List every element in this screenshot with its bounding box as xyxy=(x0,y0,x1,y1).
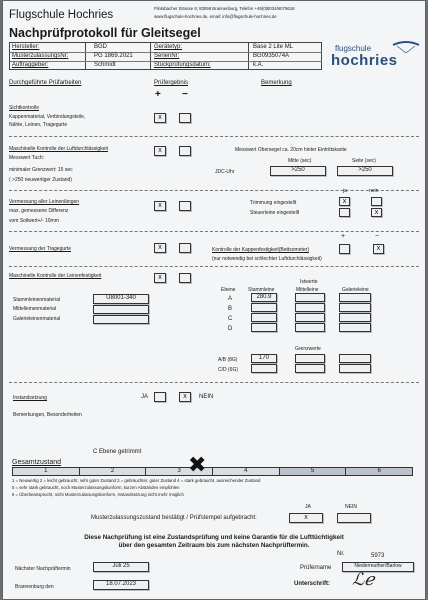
jdc-label: JDC-Uhr xyxy=(215,169,235,175)
client-value: Schmidt xyxy=(94,62,116,68)
level-c-middle-value xyxy=(295,313,325,322)
address-line-1: Flintsbacher Strasse 6; 83098 Brannenburg, Telefon +49(0)8034/6079618 xyxy=(154,6,295,11)
signature-label: Unterschrift: xyxy=(294,581,331,587)
repair-ja-label: JA xyxy=(141,394,149,400)
limit-ab-main-value: 170 xyxy=(251,354,277,363)
place-label: Brannenburg den xyxy=(15,584,54,590)
canopy-strength-minus-checkbox[interactable] xyxy=(373,244,384,254)
condition-6[interactable]: 6 xyxy=(346,468,412,475)
porosity-minus-checkbox[interactable] xyxy=(179,146,191,156)
limit-ab-label: A/B (8G) xyxy=(218,357,238,363)
column-minus: − xyxy=(182,89,188,100)
next-inspection-field: Juli 25 xyxy=(93,562,149,572)
line-measure-line-1: max. gemessene Differenz xyxy=(9,208,69,214)
confirm-nein-header: NEIN xyxy=(345,504,357,510)
porosity-center-value: >250 xyxy=(270,166,326,176)
brake-nein-checkbox[interactable] xyxy=(371,208,382,217)
divider xyxy=(9,136,419,137)
legend-line-2: 5 = sehr stark gebraucht, noch Musterzulassungskonform, kurzen Abständen empfohlen xyxy=(12,485,180,490)
device-type-label: Gerätetyp: xyxy=(154,44,183,50)
level-header: Ebene xyxy=(221,287,236,293)
main-line-material-field: U8001-340 xyxy=(93,294,149,304)
device-info-table xyxy=(9,42,322,70)
condition-4[interactable]: 4 xyxy=(213,468,280,475)
level-d-middle-value xyxy=(295,323,325,332)
repair-nein-label: NEIN xyxy=(199,394,214,400)
line-measure-plus-checkbox[interactable] xyxy=(154,201,166,211)
middle-line-material-field xyxy=(93,305,149,314)
porosity-side-value: >250 xyxy=(337,166,393,176)
confirm-ja-checkbox[interactable] xyxy=(289,513,323,523)
level-d-gallery-value xyxy=(339,323,371,332)
level-a-middle-value xyxy=(295,293,325,302)
porosity-center-label: Mitte (sec) xyxy=(288,158,312,164)
porosity-line-3: ( >250 neuwertiger Zustand) xyxy=(9,177,72,183)
line-measure-minus-checkbox[interactable] xyxy=(179,201,191,211)
canopy-strength-title: Kontrolle der Kappenfestigkeit(Bettsometer) xyxy=(212,247,309,253)
divider xyxy=(9,266,419,267)
next-inspection-label: Nächster Nachprüftermin xyxy=(15,566,71,572)
level-c-gallery-value xyxy=(339,313,371,322)
serial-label: SerienNr: xyxy=(154,53,180,59)
limit-cd-main-value xyxy=(251,364,277,373)
brake-line-label: Steuerleine eingestellt xyxy=(250,210,300,216)
limit-ab-middle-value xyxy=(295,354,325,363)
brake-ja-checkbox[interactable] xyxy=(339,208,350,217)
remarks-label: Bemerkungen, Besonderheiten xyxy=(13,412,82,418)
school-name: Flugschule Hochries xyxy=(9,9,114,21)
line-measure-line-2: vom Sollwert+/- 10mm xyxy=(9,218,59,224)
level-a-gallery-value xyxy=(339,293,371,302)
legend-line-3: 6 = Überbeansprucht, nicht Musterzulassungskonform, Instandsetzung nicht mehr möglich xyxy=(12,492,184,497)
limit-cd-middle-value xyxy=(295,364,325,373)
protocol-title: Nachprüfprotokoll für Gleitsegel xyxy=(9,26,201,40)
flugschule-hochries-logo xyxy=(323,39,423,73)
middle-line-material-label: Mittelleinenmaterial xyxy=(13,306,57,312)
trim-ja-checkbox[interactable] xyxy=(339,197,350,206)
riser-measure-title: Vermessung der Tragegurte xyxy=(9,246,71,252)
limit-ab-gallery-value xyxy=(339,354,371,363)
trim-label: Trimmung eingestellt xyxy=(250,200,297,206)
porosity-side-label: Seite (sec) xyxy=(352,158,376,164)
line-strength-plus-checkbox[interactable] xyxy=(154,273,166,283)
remarks-text: C Ebene getrimmt xyxy=(93,449,142,455)
repair-label: Instandsetzung xyxy=(13,395,47,401)
porosity-plus-checkbox[interactable] xyxy=(154,146,166,156)
overall-condition-label: Gesamtzustand xyxy=(12,459,62,466)
column-remark-header: Bemerkung xyxy=(261,80,292,86)
level-b-main-value xyxy=(251,303,277,312)
limit-values-label: Grenzwerte xyxy=(295,346,321,352)
gallery-line-material-field xyxy=(93,315,149,324)
visual-check-minus-checkbox[interactable] xyxy=(179,113,191,123)
nein-header: nein xyxy=(369,188,379,194)
level-c-label: C xyxy=(228,316,233,322)
ja-header: ja xyxy=(343,188,347,194)
riser-plus-checkbox[interactable] xyxy=(154,243,166,253)
confirm-ja-header: JA xyxy=(305,504,311,510)
logo-small-text: flugschule xyxy=(335,44,372,53)
porosity-line-1: Messwert Tuch: xyxy=(9,155,45,161)
column-work-header: Durchgeführte Prüfarbeiten xyxy=(9,80,82,86)
statement-line-1: Diese Nachprüfung ist eine Zustandsprüfung und keine Garantie für die Lufttüchtigkeit xyxy=(84,534,344,541)
line-measure-title: Vermessung aller Leinenlängen xyxy=(9,199,80,205)
signature-mark: ℒℯ xyxy=(352,570,375,590)
trim-nein-checkbox[interactable] xyxy=(371,197,382,206)
address-line-2: www.flugschule-hochries.de, email: info@flugschule-hochries.de xyxy=(154,14,277,19)
porosity-line-2: minimaler Grenzwert: 15 sec xyxy=(9,167,73,173)
condition-1[interactable]: 1 xyxy=(13,468,80,475)
piece-test-label: Stückprüfungsdatum: xyxy=(154,62,211,68)
manufacturer-value: BGD xyxy=(94,44,108,50)
date-field: 18.07.2023 xyxy=(93,580,149,590)
level-d-main-value xyxy=(251,323,277,332)
visual-check-title: Sichtkontrolle xyxy=(9,105,40,111)
limit-cd-gallery-value xyxy=(339,364,371,373)
condition-2[interactable]: 2 xyxy=(80,468,147,475)
canopy-strength-subtitle: (nur notwendig bei schlechter Luftdurchlässigkeit) xyxy=(212,256,322,262)
actual-values-label: Istwerte xyxy=(300,279,318,285)
number-value: 5973 xyxy=(371,553,385,559)
column-plus: + xyxy=(155,89,161,100)
type-approval-value: PG 1869.2021 xyxy=(94,53,133,59)
repair-ja-checkbox[interactable] xyxy=(154,392,166,402)
piece-test-value: k.A. xyxy=(253,62,264,68)
repair-nein-checkbox[interactable] xyxy=(179,392,191,402)
visual-check-plus-checkbox[interactable] xyxy=(154,113,166,123)
confirm-label: Musterzulassungszustand bestätigt / Prüfstempel aufgebracht: xyxy=(91,515,257,521)
condition-mark-icon: ✖ xyxy=(188,452,207,477)
strength-minus-header: − xyxy=(375,233,380,240)
divider xyxy=(9,382,419,383)
level-b-gallery-value xyxy=(339,303,371,312)
level-a-label: A xyxy=(228,296,233,302)
client-label: Auftraggeber: xyxy=(12,62,49,68)
strength-plus-header: + xyxy=(341,233,346,240)
gallery-line-material-label: Galerieleinenmaterial xyxy=(13,316,61,322)
inspector-label: Prüfername xyxy=(300,565,332,571)
confirm-nein-checkbox[interactable] xyxy=(337,513,371,523)
condition-3[interactable]: 3 xyxy=(146,468,213,475)
condition-5[interactable]: 5 xyxy=(280,468,347,475)
level-b-label: B xyxy=(228,306,233,312)
line-strength-title: Maschinelle Kontrolle der Leinenfestigkeit xyxy=(9,273,102,279)
line-strength-minus-checkbox[interactable] xyxy=(179,273,191,283)
divider xyxy=(9,190,419,191)
manufacturer-label: Hersteller: xyxy=(12,44,40,50)
device-type-value: Base 2 Lite ML xyxy=(253,44,294,50)
statement-line-2: über den gesamten Zeitraum bis zum nächsten Nachprüftermin. xyxy=(118,542,310,549)
inspection-protocol-sheet xyxy=(3,1,425,599)
level-d-label: D xyxy=(228,326,233,332)
visual-check-line-1: Kappenmaterial, Verbindungsteile, xyxy=(9,114,86,120)
main-line-header: Stammleine xyxy=(248,287,275,293)
level-b-middle-value xyxy=(295,303,325,312)
column-result-header: Prüfergebnis xyxy=(154,80,189,86)
logo-big-text: hochries xyxy=(331,52,398,69)
middle-line-header: Mittelleine xyxy=(296,287,319,293)
level-a-main-value: 280.9 xyxy=(251,293,277,302)
serial-value: BG0935074A xyxy=(253,53,290,59)
porosity-note: Messwert Obersegel ca. 20cm hinter Eintrittskante xyxy=(235,147,347,153)
riser-minus-checkbox[interactable] xyxy=(179,243,191,253)
inspector-field: Niederreuther/Barlow xyxy=(342,562,414,572)
legend-line-1: 1 = Neuwertig 2 = leicht gebraucht, sehr guter Zustand 3 = gebrauchter, guter Zustand 4 = stark gebraucht, ausreichender Zustand xyxy=(12,478,261,483)
porosity-check-title: Maschinelle Kontrolle der Luftdurchlässigkeit xyxy=(9,146,108,152)
canopy-strength-plus-checkbox[interactable] xyxy=(339,244,350,254)
limit-cd-label: C/D (6G) xyxy=(218,367,238,373)
main-line-material-label: Stammleinenmaterial xyxy=(13,297,60,303)
overall-condition-scale xyxy=(12,467,413,476)
level-c-main-value xyxy=(251,313,277,322)
visual-check-line-2: Nähte, Leinen, Tragegurte xyxy=(9,122,68,128)
divider xyxy=(9,231,419,232)
number-label: Nr. xyxy=(337,551,345,557)
type-approval-label: MusterzulassungsNr: xyxy=(12,53,69,59)
gallery-line-header: Galerieleine xyxy=(342,287,369,293)
